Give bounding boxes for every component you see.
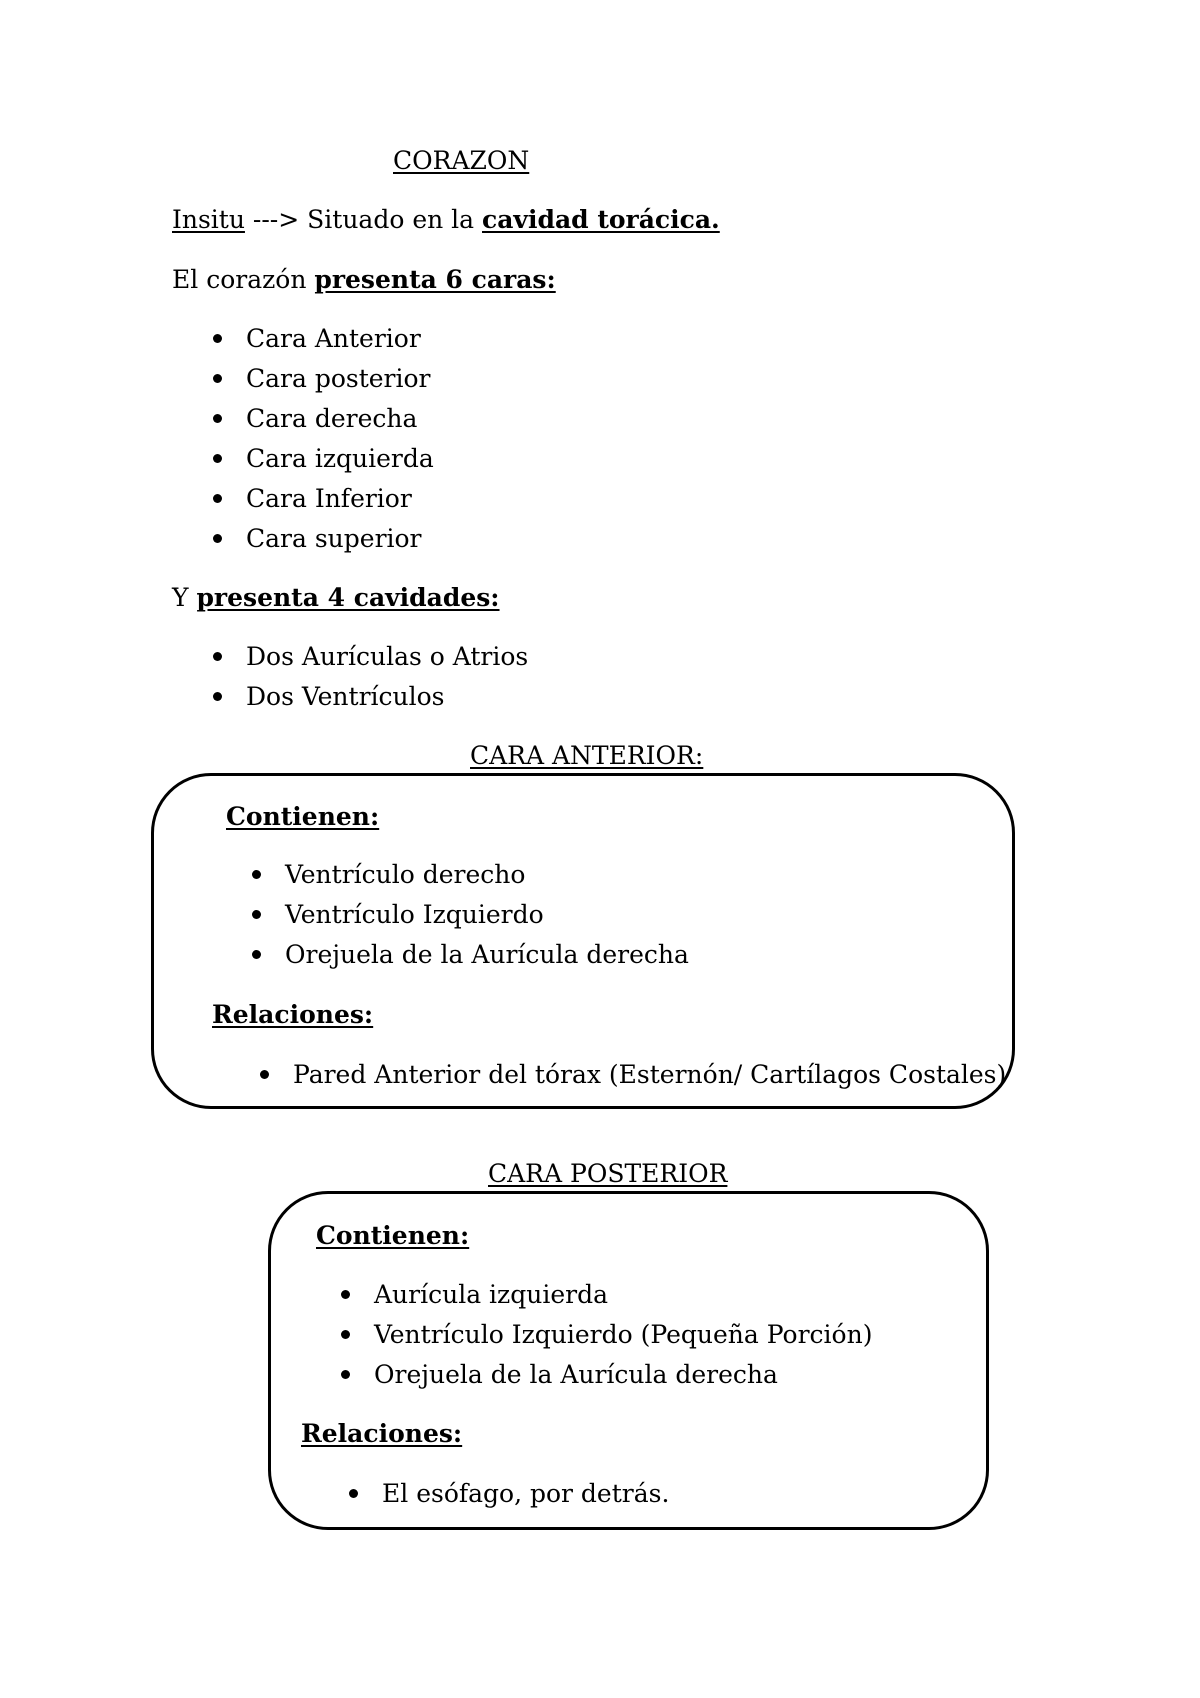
cavidades-intro xyxy=(172,585,500,610)
cara-posterior-relaciones-list xyxy=(382,1481,669,1521)
cara-posterior-contienen-list xyxy=(374,1282,872,1402)
list-item: Dos Aurículas o Atrios xyxy=(246,644,528,684)
insitu-emph: cavidad torácica. xyxy=(482,205,720,234)
list-item: Cara izquierda xyxy=(246,446,434,486)
cara-anterior-heading: CARA ANTERIOR: xyxy=(470,741,704,770)
caras-intro-text: El corazón xyxy=(172,265,315,294)
cara-anterior-contienen-list xyxy=(285,862,689,982)
cara-posterior-heading: CARA POSTERIOR xyxy=(488,1159,728,1188)
list-item: El esófago, por detrás. xyxy=(382,1481,669,1521)
cavidades-intro-text: Y xyxy=(172,583,197,612)
list-item: Cara derecha xyxy=(246,406,434,446)
list-item: Ventrículo Izquierdo xyxy=(285,902,689,942)
caras-intro-emph: presenta 6 caras: xyxy=(314,265,556,294)
list-item: Dos Ventrículos xyxy=(246,684,528,724)
insitu-text: Situado en la xyxy=(299,205,483,234)
list-item: Pared Anterior del tórax (Esternón/ Cartílagos Costales) xyxy=(293,1062,1006,1102)
cara-posterior-relaciones-label: Relaciones: xyxy=(301,1419,463,1448)
cara-anterior-relaciones-label: Relaciones: xyxy=(212,1000,374,1029)
list-item: Cara superior xyxy=(246,526,434,566)
cara-posterior-contienen-label: Contienen: xyxy=(316,1221,470,1250)
insitu-term: Insitu xyxy=(172,205,245,234)
list-item: Orejuela de la Aurícula derecha xyxy=(374,1362,872,1402)
list-item: Cara posterior xyxy=(246,366,434,406)
cara-anterior-contienen-label: Contienen: xyxy=(226,802,380,831)
list-item: Ventrículo derecho xyxy=(285,862,689,902)
list-item: Cara Inferior xyxy=(246,486,434,526)
cara-anterior-relaciones-list xyxy=(293,1062,1006,1102)
list-item: Ventrículo Izquierdo (Pequeña Porción) xyxy=(374,1322,872,1362)
list-item: Aurícula izquierda xyxy=(374,1282,872,1322)
insitu-arrow: ---> xyxy=(252,205,300,234)
page-title: CORAZON xyxy=(393,146,530,175)
insitu-line xyxy=(172,207,720,232)
caras-intro xyxy=(172,267,556,292)
cavidades-intro-emph: presenta 4 cavidades: xyxy=(196,583,500,612)
caras-list xyxy=(246,326,434,566)
list-item: Cara Anterior xyxy=(246,326,434,366)
list-item: Orejuela de la Aurícula derecha xyxy=(285,942,689,982)
cavidades-list xyxy=(246,644,528,724)
